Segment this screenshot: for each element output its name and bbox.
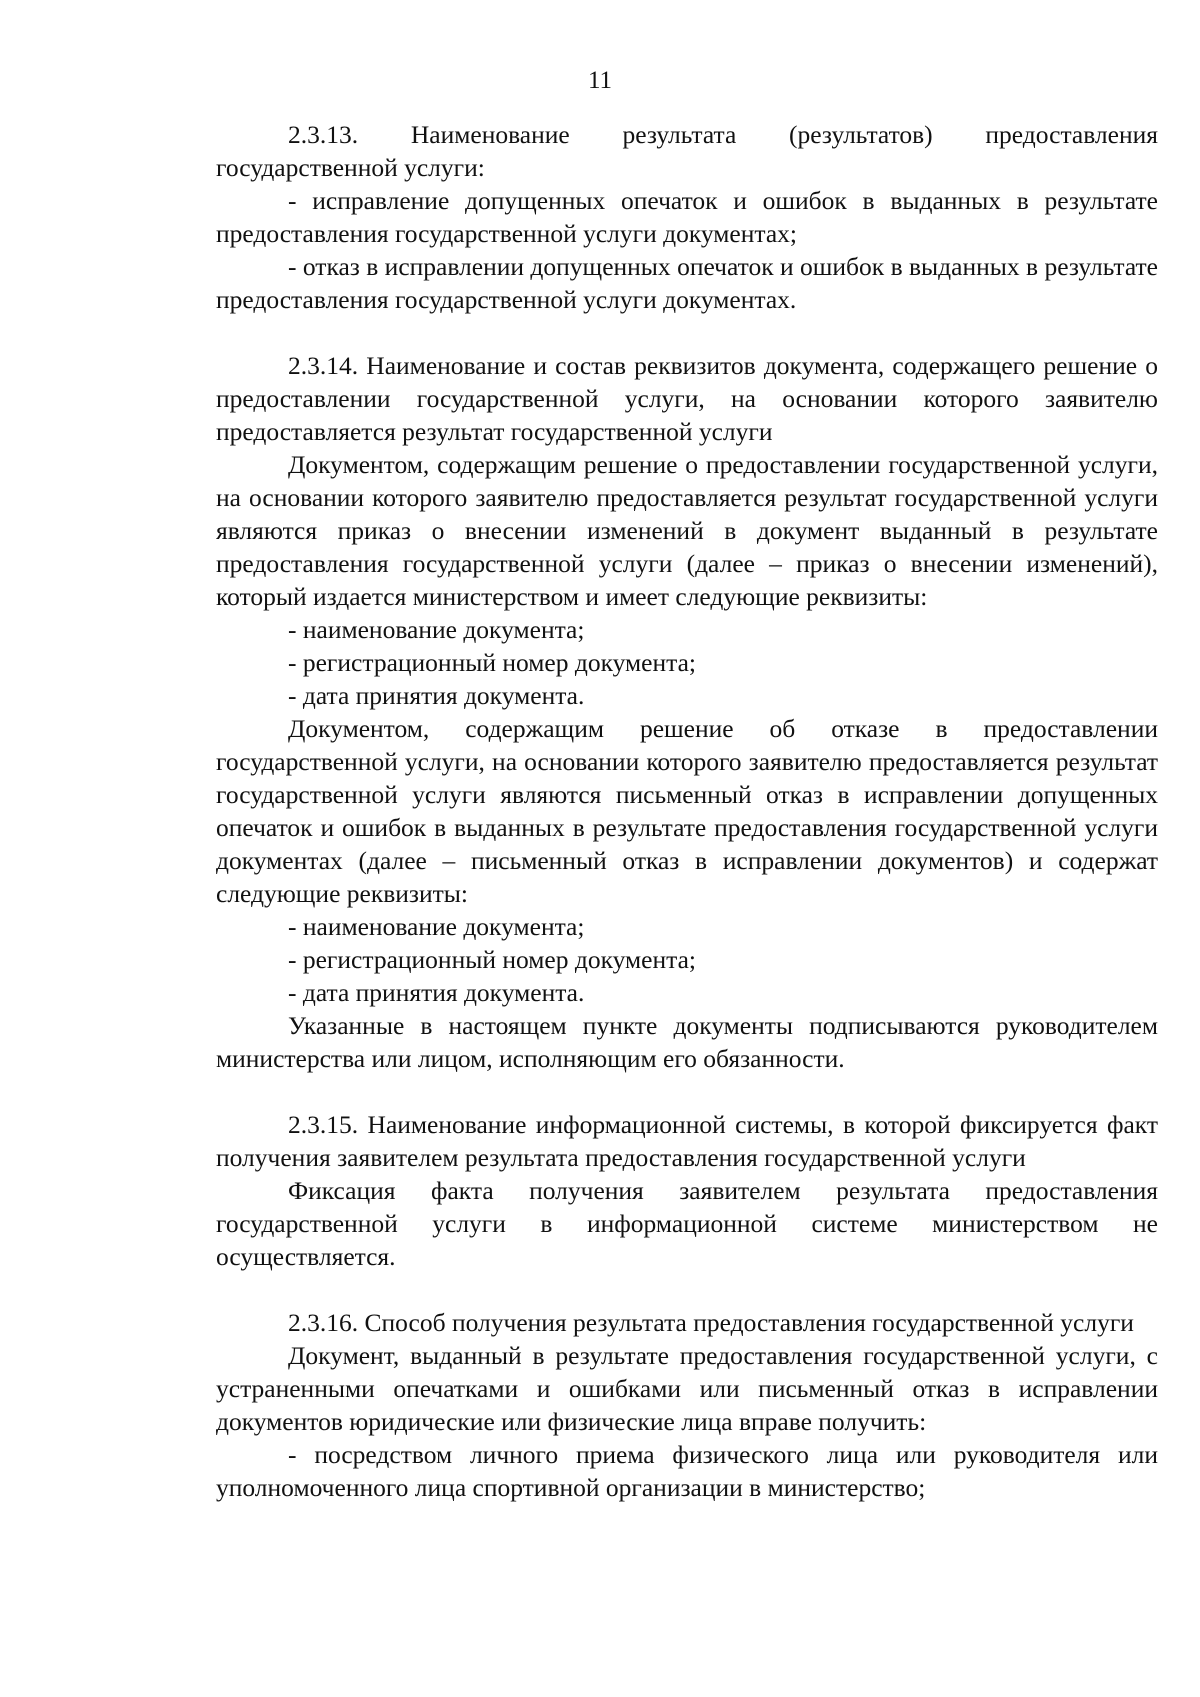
- paragraph: Документом, содержащим решение об отказе в предоставлении государственной услуги, на основании которого заявителю предоставляется результат государственной услуги являются письменный отказ в исправлении допущенных опечаток и ошибок в выданных в результате предоставления государственной услуги документах (далее – письменный отказ в исправлении документов) и содержат следующие реквизиты:: [216, 714, 1158, 908]
- list-item: - дата принятия документа.: [288, 978, 585, 1007]
- list-item: - наименование документа;: [288, 615, 585, 644]
- list-item: - регистрационный номер документа;: [288, 648, 696, 677]
- list-item: - посредством личного приема физического лица или руководителя или уполномоченного лица спортивной организации в министерство;: [216, 1440, 1158, 1502]
- section-heading: 2.3.14. Наименование и состав реквизитов документа, содержащего решение о предоставлении государственной услуги, на основании которого заявителю предоставляется результат государственной услуги: [216, 351, 1158, 446]
- list-item: - регистрационный номер документа;: [288, 945, 696, 974]
- section-heading: 2.3.15. Наименование информационной системы, в которой фиксируется факт получения заявителем результата предоставления государственной услуги: [216, 1110, 1158, 1172]
- list-item: - исправление допущенных опечаток и ошибок в выданных в результате предоставления государственной услуги документах;: [216, 186, 1158, 248]
- list-item: - наименование документа;: [288, 912, 585, 941]
- paragraph: 2.3.13. Наименование результата (результатов) предоставления государственной услуги:: [216, 120, 1158, 182]
- paragraph: Документ, выданный в результате предоставления государственной услуги, с устраненными опечатками и ошибками или письменный отказ в исправлении документов юридические или физические лица вправе получить:: [216, 1341, 1158, 1436]
- document-body: [216, 118, 1158, 1504]
- page-number: 11: [587, 67, 613, 94]
- paragraph: Указанные в настоящем пункте документы подписываются руководителем министерства или лицом, исполняющим его обязанности.: [216, 1011, 1158, 1073]
- list-item: - дата принятия документа.: [288, 681, 585, 710]
- paragraph: Фиксация факта получения заявителем результата предоставления государственной услуги в информационной системе министерством не осуществляется.: [216, 1176, 1158, 1271]
- paragraph: Документом, содержащим решение о предоставлении государственной услуги, на основании которого заявителю предоставляется результат государственной услуги являются приказ о внесении изменений в документ выданный в результате предоставления государственной услуги (далее – приказ о внесении изменений), который издается министерством и имеет следующие реквизиты:: [216, 450, 1158, 611]
- section-heading: 2.3.16. Способ получения результата предоставления государственной услуги: [288, 1308, 1134, 1337]
- list-item: - отказ в исправлении допущенных опечаток и ошибок в выданных в результате предоставления государственной услуги документах.: [216, 252, 1158, 314]
